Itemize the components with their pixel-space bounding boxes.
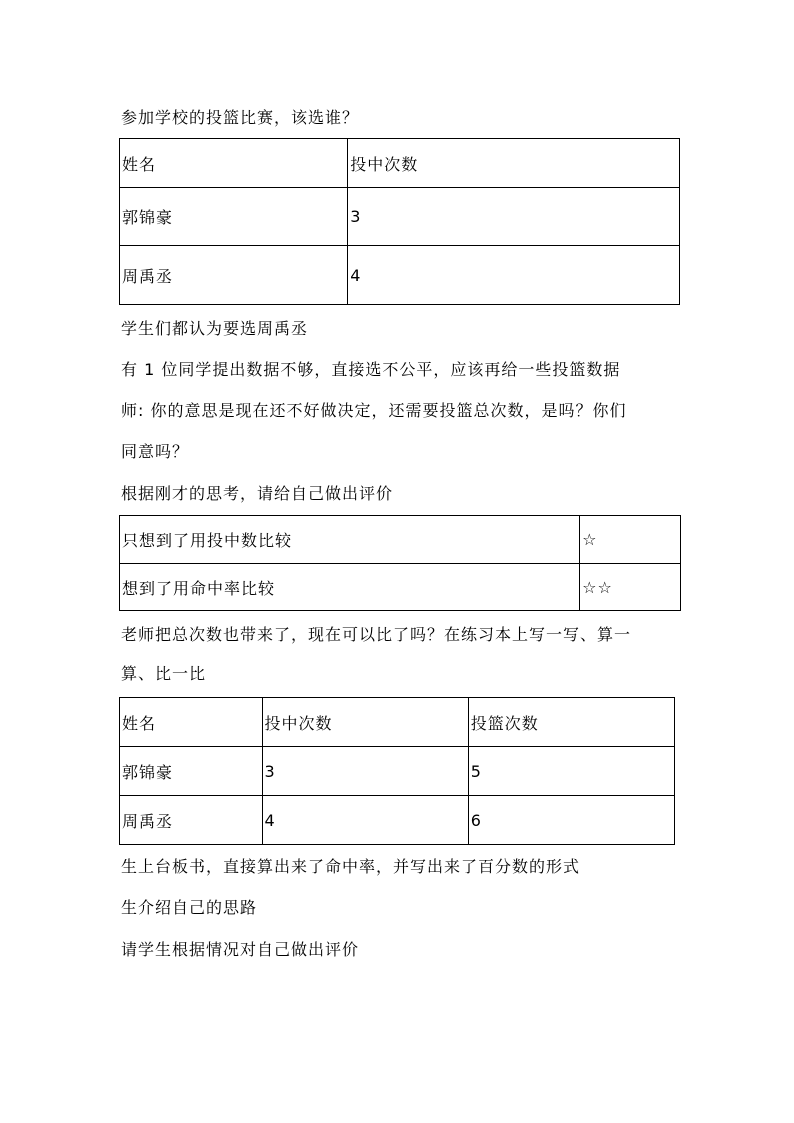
table-row <box>120 564 681 611</box>
table-row <box>120 747 675 796</box>
header-shots-made: 投中次数 <box>348 139 680 188</box>
header-shots-taken: 投篮次数 <box>468 698 674 747</box>
cell-name: 郭锦豪 <box>120 188 348 246</box>
paragraph-line: 同意吗？ <box>121 442 190 461</box>
table-row <box>120 516 681 564</box>
cell-name: 周禹丞 <box>120 796 263 845</box>
cell-stars: ☆☆ <box>580 564 681 611</box>
paragraph-line: 生上台板书，直接算出来了命中率，并写出来了百分数的形式 <box>121 857 581 876</box>
paragraph-line: 学生们都认为要选周禹丞 <box>121 319 309 338</box>
table-header-row <box>120 698 675 747</box>
cell-criterion: 想到了用命中率比较 <box>120 564 580 611</box>
paragraph-line: 算、比一比 <box>121 664 207 683</box>
cell-stars: ☆ <box>580 516 681 564</box>
cell-shots-taken: 6 <box>468 796 674 845</box>
paragraph-line: 请学生根据情况对自己做出评价 <box>121 940 360 959</box>
shots-made-table <box>119 138 680 305</box>
table-row <box>120 246 680 305</box>
paragraph-line: 生介绍自己的思路 <box>121 898 258 917</box>
table-row <box>120 188 680 246</box>
cell-criterion: 只想到了用投中数比较 <box>120 516 580 564</box>
cell-shots-made: 4 <box>348 246 680 305</box>
header-name: 姓名 <box>120 698 263 747</box>
self-evaluation-table <box>119 515 681 611</box>
intro-question: 参加学校的投篮比赛，该选谁？ <box>121 108 360 127</box>
cell-shots-made: 4 <box>262 796 468 845</box>
cell-shots-made: 3 <box>262 747 468 796</box>
table-header-row <box>120 139 680 188</box>
paragraph-line: 有 1 位同学提出数据不够，直接选不公平，应该再给一些投篮数据 <box>121 360 621 379</box>
cell-shots-made: 3 <box>348 188 680 246</box>
paragraph-line: 根据刚才的思考，请给自己做出评价 <box>121 484 394 503</box>
cell-shots-taken: 5 <box>468 747 674 796</box>
cell-name: 周禹丞 <box>120 246 348 305</box>
table-row <box>120 796 675 845</box>
header-name: 姓名 <box>120 139 348 188</box>
paragraph-line: 老师把总次数也带来了，现在可以比了吗？在练习本上写一写、算一 <box>121 625 632 644</box>
cell-name: 郭锦豪 <box>120 747 263 796</box>
shots-attempts-table <box>119 697 675 845</box>
paragraph-line: 师: 你的意思是现在还不好做决定，还需要投篮总次数，是吗？你们 <box>121 401 627 420</box>
header-shots-made: 投中次数 <box>262 698 468 747</box>
